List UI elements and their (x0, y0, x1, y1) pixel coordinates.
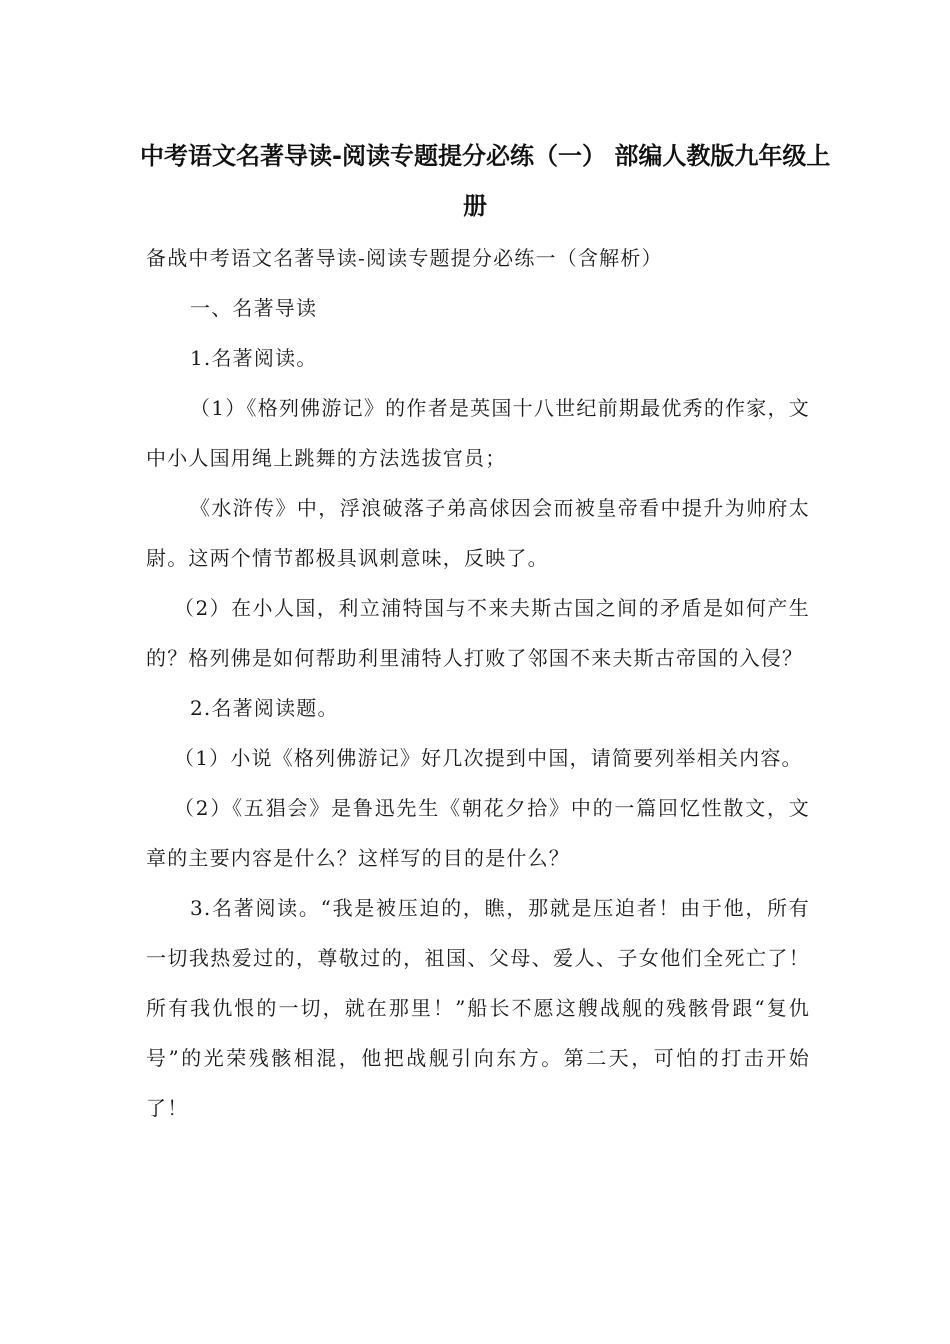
question-3-text: 3.名著阅读。“我是被压迫的，瞧，那就是压迫者！由于他，所有一切我热爱过的，尊敬过的，祖国、父母、爱人、子女他们全死亡了！所有我仇恨的一切，就在那里！”船长不愿这艘战舰的残骸骨跟“复仇号”的光荣残骸相混，他把战舰引向东方。第二天，可怕的打击开始了！ (146, 896, 810, 1120)
section-heading: 一、名著导读 (190, 296, 318, 320)
document-title-line-1: 中考语文名著导读-阅读专题提分必练（一） 部编人教版九年级上 (140, 142, 831, 170)
question-2-part-1: （1）小说《格列佛游记》好几次提到中国，请简要列举相关内容。 (174, 746, 803, 770)
question-2-part-2: （2）《五猖会》是鲁迅先生《朝花夕拾》中的一篇回忆性散文，文章的主要内容是什么？这样写的目的是什么？ (146, 796, 810, 870)
question-1-part-2: （2）在小人国，利立浦特国与不来夫斯古国之间的矛盾是如何产生的？格列佛是如何帮助利里浦特人打败了邻国不来夫斯古帝国的入侵？ (146, 596, 810, 670)
document-title-line-2: 册 (463, 192, 487, 220)
question-1-part-1-continued: 《水浒传》中，浮浪破落子弟高俅因会而被皇帝看中提升为帅府太尉。这两个情节都极具讽刺意味，反映了。 (146, 496, 810, 570)
question-1-label: 1.名著阅读。 (190, 346, 318, 370)
question-1-part-1: （1）《格列佛游记》的作者是英国十八世纪前期最优秀的作家，文中小人国用绳上跳舞的方法选拔官员； (146, 396, 810, 470)
document-subtitle: 备战中考语文名著导读-阅读专题提分必练一（含解析） (146, 246, 663, 270)
question-2-label: 2.名著阅读题。 (190, 696, 339, 720)
document-body (146, 233, 810, 1133)
